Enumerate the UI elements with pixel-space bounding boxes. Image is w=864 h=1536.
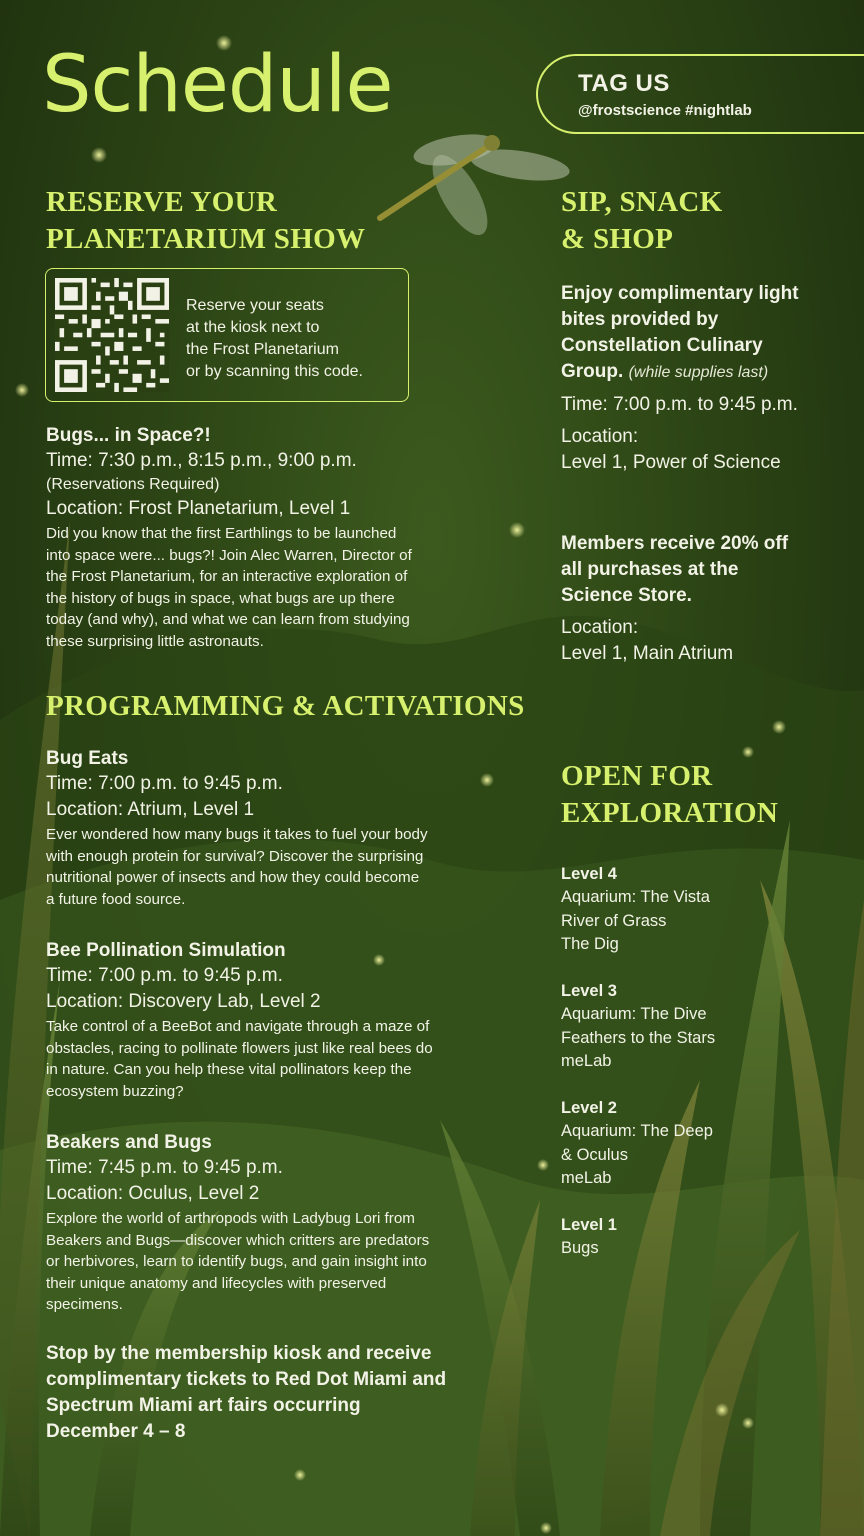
bites-location-label: Location: bbox=[561, 426, 639, 447]
bites-location: Level 1, Power of Science bbox=[561, 452, 781, 473]
event-location: Location: Discovery Lab, Level 2 bbox=[46, 991, 321, 1012]
event-title: Bee Pollination Simulation bbox=[46, 940, 286, 961]
exploration-heading: OPEN FOR EXPLORATION bbox=[561, 760, 779, 829]
event-time: Time: 7:45 p.m. to 9:45 p.m. bbox=[46, 1157, 283, 1178]
planetarium-heading: RESERVE YOUR PLANETARIUM SHOW bbox=[46, 186, 366, 255]
level-name: Level 4 bbox=[561, 865, 617, 883]
event-description: Take control of a BeeBot and navigate through a maze of obstacles, racing to pollinate flowers just like real bees do in nature. Can you help these vital pollinators keep the ecosystem buzzing? bbox=[46, 1018, 433, 1100]
event-title: Bugs... in Space?! bbox=[46, 425, 211, 446]
supplies-note: (while supplies last) bbox=[628, 364, 769, 381]
level-3-list bbox=[561, 979, 851, 1074]
membership-kiosk-note: Stop by the membership kiosk and receive complimentary tickets to Red Dot Miami and Spectrum Miami art fairs occurring December 4 – 8 bbox=[46, 1343, 447, 1442]
qr-instructions: Reserve your seats at the kiosk next to the Frost Planetarium or by scanning this code. bbox=[186, 297, 363, 380]
tag-title: TAG US bbox=[578, 70, 670, 97]
event-title: Bug Eats bbox=[46, 748, 129, 769]
bites-time: Time: 7:00 p.m. to 9:45 p.m. bbox=[561, 394, 798, 415]
list-item: & Oculus bbox=[561, 1145, 628, 1164]
event-bee-pollination bbox=[46, 939, 516, 1102]
event-time: Time: 7:30 p.m., 8:15 p.m., 9:00 p.m. bbox=[46, 450, 357, 471]
list-item: meLab bbox=[561, 1169, 612, 1187]
qr-reservation-box bbox=[45, 268, 409, 402]
page-title: Schedule bbox=[42, 40, 393, 130]
event-title: Beakers and Bugs bbox=[46, 1132, 212, 1153]
store-location: Level 1, Main Atrium bbox=[561, 643, 734, 664]
event-location: Location: Frost Planetarium, Level 1 bbox=[46, 498, 351, 519]
event-description: Did you know that the first Earthlings to be launched into space were... bugs?! Join Alec Warren, Director of the Frost Planetarium, for an interactive exploration of the history of bugs in space, what bugs are up there today (and why), and what we can learn from studying these surprising little astronauts. bbox=[46, 525, 412, 650]
level-4-list bbox=[561, 862, 851, 957]
event-location: Location: Oculus, Level 2 bbox=[46, 1183, 260, 1204]
tag-handles: @frostscience #nightlab bbox=[578, 102, 752, 119]
event-time: Time: 7:00 p.m. to 9:45 p.m. bbox=[46, 773, 283, 794]
event-description: Explore the world of arthropods with Ladybug Lori from Beakers and Bugs—discover which critters are predators or herbivores, learn to identify bugs, and gain insight into their unique anatomy and lifecycles with preserved specimens. bbox=[46, 1210, 430, 1313]
event-time: Time: 7:00 p.m. to 9:45 p.m. bbox=[46, 965, 283, 986]
level-1-list bbox=[561, 1213, 851, 1261]
list-item: Aquarium: The Dive bbox=[561, 1005, 707, 1023]
store-location-label: Location: bbox=[561, 617, 639, 638]
complimentary-bites: Enjoy complimentary light bites provided by Constellation Culinary Group. (while supplies last) Time: 7:00 p.m. to 9:45 p.m. Location: Level 1, Power of Science bbox=[561, 281, 851, 476]
level-name: Level 3 bbox=[561, 982, 617, 1000]
list-item: Feathers to the Stars bbox=[561, 1028, 716, 1047]
event-bugs-in-space bbox=[46, 424, 516, 652]
programming-heading: PROGRAMMING & ACTIVATIONS bbox=[46, 690, 525, 722]
event-beakers-and-bugs bbox=[46, 1131, 516, 1316]
level-2-list bbox=[561, 1096, 851, 1191]
list-item: Aquarium: The Vista bbox=[561, 888, 710, 906]
event-location: Location: Atrium, Level 1 bbox=[46, 799, 255, 820]
member-discount: Members receive 20% off all purchases at the Science Store. Location: Level 1, Main Atrium bbox=[561, 531, 851, 667]
event-description: Ever wondered how many bugs it takes to fuel your body with enough protein for survival? Discover the surprising nutritional power of insects and how they could become a future food source. bbox=[46, 826, 428, 908]
list-item: Bugs bbox=[561, 1239, 599, 1257]
tag-us-badge bbox=[536, 54, 864, 134]
list-item: meLab bbox=[561, 1052, 612, 1070]
event-note: (Reservations Required) bbox=[46, 476, 220, 493]
sip-snack-shop-heading: SIP, SNACK & SHOP bbox=[561, 186, 723, 255]
list-item: Aquarium: The Deep bbox=[561, 1122, 713, 1140]
event-bug-eats bbox=[46, 747, 516, 910]
qr-code-icon[interactable] bbox=[55, 278, 169, 392]
list-item: The Dig bbox=[561, 935, 619, 953]
level-name: Level 1 bbox=[561, 1216, 617, 1234]
list-item: River of Grass bbox=[561, 911, 667, 930]
level-name: Level 2 bbox=[561, 1099, 617, 1117]
